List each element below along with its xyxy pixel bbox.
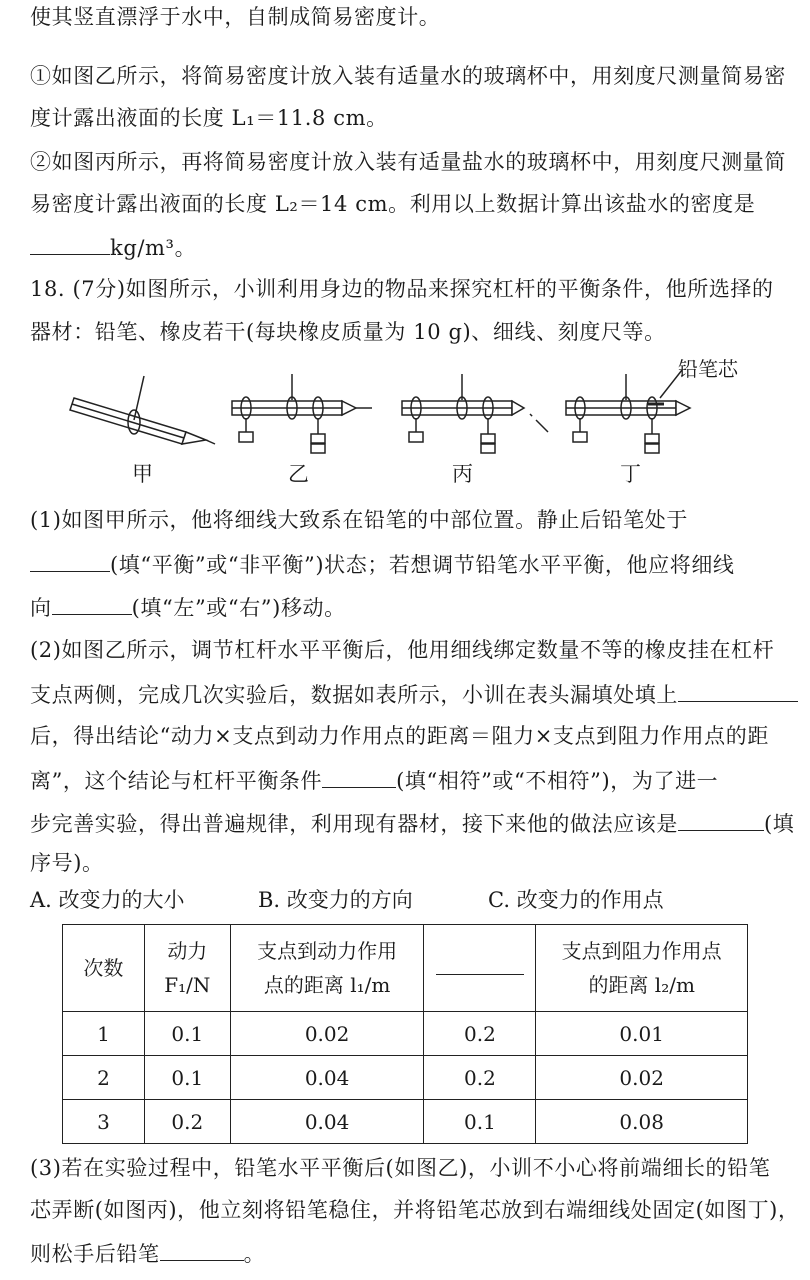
part2-line-f: 序号)。 bbox=[30, 851, 104, 875]
lead-core-annotation: 铅笔芯 bbox=[678, 357, 738, 381]
answer-blank[interactable] bbox=[30, 549, 110, 572]
part2-line-a: (2)如图乙所示，调节杠杆水平平衡后，他用细线绑定数量不等的橡皮挂在杠杆 bbox=[30, 638, 775, 662]
part2-text: 支点两侧，完成几次实验后，数据如表所示，小训在表头漏填处填上 bbox=[30, 683, 678, 707]
part3-line-c bbox=[30, 1238, 790, 1268]
cell-force2: 0.2 bbox=[424, 1056, 536, 1100]
pencil-figures bbox=[60, 358, 760, 498]
part2-line-b bbox=[30, 679, 790, 709]
answer-blank[interactable] bbox=[436, 966, 524, 975]
cell-trial: 3 bbox=[63, 1100, 145, 1144]
data-table bbox=[62, 924, 748, 1144]
choice-b: B. 改变力的方向 bbox=[258, 888, 413, 912]
table-row bbox=[63, 1100, 748, 1144]
choice-a: A. 改变力的大小 bbox=[30, 888, 185, 912]
table-row bbox=[63, 1056, 748, 1100]
cell-arm1: 0.02 bbox=[230, 1012, 424, 1056]
question-18-stem: 18. (7分)如图所示，小训利用身边的物品来探究杠杆的平衡条件，他所选择的 bbox=[30, 277, 774, 301]
figure-label-jia: 甲 bbox=[132, 462, 153, 486]
part2-line-c: 后，得出结论“动力×支点到动力作用点的距离＝阻力×支点到阻力作用点的距 bbox=[30, 724, 769, 748]
part2-text: 步完善实验，得出普遍规律，利用现有器材，接下来他的做法应该是 bbox=[30, 812, 678, 836]
choice-c: C. 改变力的作用点 bbox=[488, 888, 664, 912]
part1-line-b bbox=[30, 549, 790, 579]
part3-text: 则松手后铅笔 bbox=[30, 1242, 160, 1266]
part3-line-b: 芯弄断(如图丙)，他立刻将铅笔稳住，并将铅笔芯放到右端细线处固定(如图丁)， bbox=[30, 1198, 800, 1222]
part1-line-a: (1)如图甲所示，他将细线大致系在铅笔的中部位置。静止后铅笔处于 bbox=[30, 508, 688, 532]
cell-trial: 1 bbox=[63, 1012, 145, 1056]
part2-text: 离”，这个结论与杠杆平衡条件 bbox=[30, 769, 323, 793]
cell-arm2: 0.08 bbox=[536, 1100, 748, 1144]
text-line: ①如图乙所示，将简易密度计放入装有适量水的玻璃杯中，用刻度尺测量简易密 bbox=[30, 64, 786, 88]
answer-blank[interactable] bbox=[30, 232, 110, 255]
figure-bing-lever bbox=[402, 374, 548, 453]
cell-trial: 2 bbox=[63, 1056, 145, 1100]
text-line: 使其竖直漂浮于水中，自制成简易密度计。 bbox=[30, 5, 441, 29]
part2-line-d bbox=[30, 765, 790, 795]
text-line: 易密度计露出液面的长度 L₂＝14 cm。利用以上数据计算出该盐水的密度是 bbox=[30, 192, 756, 216]
cell-force2: 0.2 bbox=[424, 1012, 536, 1056]
figure-ding-lever bbox=[566, 370, 690, 453]
header-missing-blank[interactable] bbox=[424, 925, 536, 1012]
part1-text: (填“平衡”或“非平衡”)状态；若想调节铅笔水平平衡，他应将细线 bbox=[110, 553, 735, 577]
part2-line-e bbox=[30, 808, 795, 838]
table-header-row bbox=[63, 925, 748, 1012]
part1-text: 向 bbox=[30, 596, 52, 620]
part2-text: (填 bbox=[764, 812, 795, 836]
text-line: ②如图丙所示，再将简易密度计放入装有适量盐水的玻璃杯中，用刻度尺测量简 bbox=[30, 150, 786, 174]
cell-arm2: 0.01 bbox=[536, 1012, 748, 1056]
cell-force2: 0.1 bbox=[424, 1100, 536, 1144]
figure-yi-lever bbox=[232, 374, 372, 453]
header-force1: 动力 F₁/N bbox=[144, 925, 230, 1012]
unit-text: kg/m³。 bbox=[110, 236, 197, 260]
question-18-materials: 器材：铅笔、橡皮若干(每块橡皮质量为 10 g)、细线、刻度尺等。 bbox=[30, 320, 666, 344]
figure-jia-pencil bbox=[70, 376, 215, 444]
figure-label-yi: 乙 bbox=[288, 462, 309, 486]
answer-blank[interactable] bbox=[160, 1238, 244, 1261]
table-row bbox=[63, 1012, 748, 1056]
cell-arm1: 0.04 bbox=[230, 1100, 424, 1144]
answer-blank[interactable] bbox=[678, 679, 798, 702]
header-arm2: 支点到阻力作用点 的距离 l₂/m bbox=[536, 925, 748, 1012]
answer-blank[interactable] bbox=[678, 808, 764, 831]
cell-force1: 0.1 bbox=[144, 1056, 230, 1100]
cell-force1: 0.1 bbox=[144, 1012, 230, 1056]
figure-row bbox=[60, 358, 760, 498]
answer-blank[interactable] bbox=[52, 592, 132, 615]
part1-text: (填“左”或“右”)移动。 bbox=[131, 596, 346, 620]
part3-text: 。 bbox=[243, 1242, 266, 1266]
figure-label-bing: 丙 bbox=[452, 462, 473, 486]
text-line: 度计露出液面的长度 L₁＝11.8 cm。 bbox=[30, 106, 388, 130]
part3-line-a: (3)若在实验过程中，铅笔水平平衡后(如图乙)，小训不小心将前端细长的铅笔 bbox=[30, 1156, 771, 1180]
part2-text: (填“相符”或“不相符”)，为了进一 bbox=[396, 769, 719, 793]
cell-arm2: 0.02 bbox=[536, 1056, 748, 1100]
text-line bbox=[30, 232, 790, 262]
header-arm1: 支点到动力作用 点的距离 l₁/m bbox=[230, 925, 424, 1012]
answer-blank[interactable] bbox=[322, 765, 396, 788]
figure-label-ding: 丁 bbox=[620, 462, 641, 486]
header-trial: 次数 bbox=[63, 925, 145, 1012]
part1-line-c bbox=[30, 592, 790, 622]
cell-arm1: 0.04 bbox=[230, 1056, 424, 1100]
cell-force1: 0.2 bbox=[144, 1100, 230, 1144]
